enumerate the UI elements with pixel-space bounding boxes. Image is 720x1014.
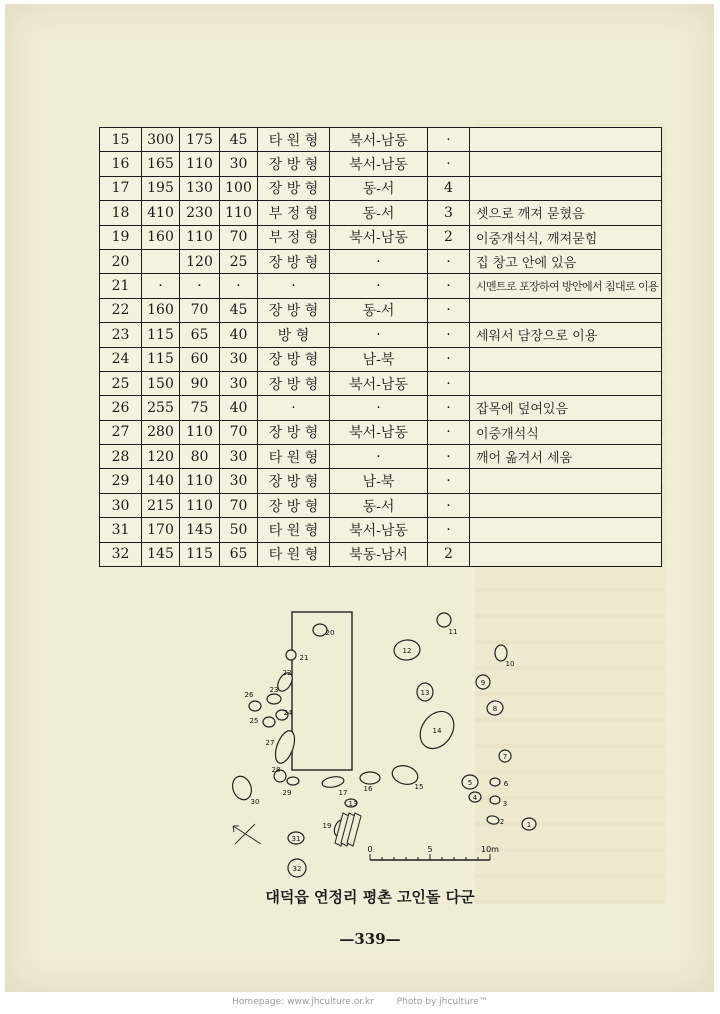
table-cell: · <box>428 347 470 371</box>
table-cell: 145 <box>180 518 220 542</box>
table-cell: 3 <box>428 201 470 225</box>
stone-label: 28 <box>271 766 281 774</box>
table-cell: 110 <box>180 493 220 517</box>
scale-label: 10m <box>481 845 499 854</box>
table-cell: 115 <box>142 347 180 371</box>
table-cell: 북서-남동 <box>330 518 428 542</box>
table-cell: 남-북 <box>330 347 428 371</box>
table-cell <box>470 493 662 517</box>
page-number: —339— <box>339 930 401 948</box>
table-cell: 잡목에 덮여있음 <box>470 396 662 420</box>
table-cell: 255 <box>142 396 180 420</box>
table-cell: 북서-남동 <box>330 371 428 395</box>
table-cell: · <box>428 469 470 493</box>
table-cell: 410 <box>142 201 180 225</box>
table-row <box>100 445 662 469</box>
table-cell: 70 <box>180 298 220 322</box>
table-cell: 장 방 형 <box>258 176 330 200</box>
table-row <box>100 347 662 371</box>
table-cell: 25 <box>100 371 142 395</box>
table-cell: 75 <box>180 396 220 420</box>
table-cell: 방 형 <box>258 323 330 347</box>
table-cell: 세워서 담장으로 이용 <box>470 323 662 347</box>
stone-label: 8 <box>492 705 498 713</box>
table-cell: · <box>258 274 330 298</box>
table-cell: 25 <box>220 249 258 273</box>
footer-photo-credit: Photo by jhculture™ <box>396 997 488 1007</box>
table-cell: 이중개석식 <box>470 420 662 444</box>
table-cell: 동-서 <box>330 176 428 200</box>
dolmen-stone <box>249 701 261 711</box>
table-cell: 동-서 <box>330 298 428 322</box>
table-cell: 4 <box>428 176 470 200</box>
table-cell: 45 <box>220 298 258 322</box>
table-cell: 20 <box>100 249 142 273</box>
table-cell: 65 <box>220 542 258 566</box>
stone-label: 2 <box>499 818 505 826</box>
table-cell: 장 방 형 <box>258 420 330 444</box>
table-cell: · <box>428 128 470 152</box>
table-cell <box>470 371 662 395</box>
stone-label: 19 <box>322 822 332 830</box>
table-cell: · <box>330 445 428 469</box>
table-cell: 31 <box>100 518 142 542</box>
stone-label: 30 <box>250 798 260 806</box>
table-cell: 21 <box>100 274 142 298</box>
table-cell: 장 방 형 <box>258 152 330 176</box>
table-cell: 타 원 형 <box>258 542 330 566</box>
stone-label: 25 <box>249 717 259 725</box>
table-cell: · <box>330 249 428 273</box>
table-cell: 120 <box>142 445 180 469</box>
table-row <box>100 225 662 249</box>
table-cell: 45 <box>220 128 258 152</box>
table-cell: 70 <box>220 225 258 249</box>
stone-label: 23 <box>269 686 279 694</box>
stone-label: 13 <box>348 800 358 808</box>
dolmen-table <box>99 127 662 567</box>
table-cell: · <box>428 445 470 469</box>
stone-label: 15 <box>414 783 424 791</box>
table-row <box>100 298 662 322</box>
table-row <box>100 176 662 200</box>
table-cell: · <box>428 493 470 517</box>
table-cell: 부 정 형 <box>258 225 330 249</box>
table-cell: 160 <box>142 225 180 249</box>
table-row <box>100 201 662 225</box>
dolmen-stone <box>321 775 344 789</box>
table-row <box>100 128 662 152</box>
table-cell: · <box>330 323 428 347</box>
table-cell: 150 <box>142 371 180 395</box>
dolmen-stone <box>360 772 380 784</box>
table-cell: 280 <box>142 420 180 444</box>
table-cell <box>470 347 662 371</box>
north-arrow-icon <box>233 824 261 844</box>
stone-label: 20 <box>325 629 335 637</box>
table-cell: · <box>428 371 470 395</box>
table-cell: 북서-남동 <box>330 420 428 444</box>
table-cell: 100 <box>220 176 258 200</box>
table-cell: · <box>330 274 428 298</box>
table-cell: 장 방 형 <box>258 469 330 493</box>
table-cell: 120 <box>180 249 220 273</box>
table-cell: · <box>220 274 258 298</box>
table-cell <box>470 152 662 176</box>
table-cell: · <box>330 396 428 420</box>
stone-label: 31 <box>291 835 301 843</box>
table-cell: 이중개석식, 깨져묻힘 <box>470 225 662 249</box>
table-cell: · <box>428 323 470 347</box>
table-cell: 50 <box>220 518 258 542</box>
table-cell: 40 <box>220 396 258 420</box>
table-cell: · <box>428 249 470 273</box>
table-cell: 230 <box>180 201 220 225</box>
table-cell: 장 방 형 <box>258 249 330 273</box>
table-row <box>100 493 662 517</box>
table-cell: · <box>428 152 470 176</box>
stone-label: 7 <box>502 753 508 761</box>
table-cell: 115 <box>180 542 220 566</box>
table-cell: 30 <box>220 469 258 493</box>
footer <box>0 997 720 1007</box>
table-cell: · <box>428 274 470 298</box>
table-cell: 160 <box>142 298 180 322</box>
stone-label: 13 <box>420 689 430 697</box>
scale-label: 5 <box>427 845 433 854</box>
table-cell: 110 <box>180 420 220 444</box>
table-cell: 26 <box>100 396 142 420</box>
table-cell: · <box>258 396 330 420</box>
table-cell: 80 <box>180 445 220 469</box>
stone-label: 11 <box>448 628 458 636</box>
stone-label: 24 <box>283 709 293 717</box>
table-cell: 195 <box>142 176 180 200</box>
table-cell: 동-서 <box>330 493 428 517</box>
table-cell: 24 <box>100 347 142 371</box>
table-cell: 타 원 형 <box>258 518 330 542</box>
dolmen-stone <box>286 650 296 660</box>
footer-homepage[interactable]: Homepage: www.jhculture.or.kr <box>232 997 374 1007</box>
table-cell: 16 <box>100 152 142 176</box>
table-row <box>100 542 662 566</box>
table-cell: 30 <box>220 371 258 395</box>
table-cell: 부 정 형 <box>258 201 330 225</box>
table-cell: 130 <box>180 176 220 200</box>
stone-label: 32 <box>292 865 302 873</box>
stone-label: 17 <box>338 789 348 797</box>
table-cell <box>470 518 662 542</box>
stone-label: 27 <box>265 739 275 747</box>
table-row <box>100 323 662 347</box>
table-row <box>100 249 662 273</box>
stone-label: 12 <box>402 647 412 655</box>
table-cell: 32 <box>100 542 142 566</box>
table-row <box>100 420 662 444</box>
table-cell: 145 <box>142 542 180 566</box>
stone-label: 3 <box>502 800 508 808</box>
table-cell <box>470 542 662 566</box>
table-cell: 2 <box>428 542 470 566</box>
dolmen-stone <box>486 815 499 825</box>
table-row <box>100 396 662 420</box>
dolmen-stone <box>437 613 451 627</box>
table-cell: · <box>428 420 470 444</box>
table-cell: 15 <box>100 128 142 152</box>
table-cell: 165 <box>142 152 180 176</box>
table-cell: 30 <box>100 493 142 517</box>
table-cell: · <box>428 396 470 420</box>
table-cell: 북서-남동 <box>330 128 428 152</box>
table-cell: 30 <box>220 152 258 176</box>
table-cell <box>470 469 662 493</box>
stone-label: 16 <box>363 785 373 793</box>
table-cell <box>470 176 662 200</box>
stone-label: 14 <box>432 727 442 735</box>
table-row <box>100 469 662 493</box>
table-cell: 90 <box>180 371 220 395</box>
table-cell: 남-북 <box>330 469 428 493</box>
table-cell: 17 <box>100 176 142 200</box>
figure-caption: 대덕읍 연정리 평촌 고인돌 다군 <box>265 888 475 906</box>
table-cell: 23 <box>100 323 142 347</box>
table-cell: 170 <box>142 518 180 542</box>
table-cell: · <box>428 518 470 542</box>
table-cell: 장 방 형 <box>258 371 330 395</box>
dolmen-stone <box>495 645 507 661</box>
table-cell <box>470 128 662 152</box>
table-cell: 30 <box>220 445 258 469</box>
dolmen-stone <box>263 717 275 727</box>
dolmen-distribution-map <box>225 598 532 888</box>
table-cell: 29 <box>100 469 142 493</box>
table-cell: 2 <box>428 225 470 249</box>
stone-label: 10 <box>505 660 515 668</box>
table-cell: 19 <box>100 225 142 249</box>
table-cell: 장 방 형 <box>258 347 330 371</box>
stone-label: 1 <box>526 821 532 829</box>
dolmen-stone <box>490 796 500 804</box>
table-cell: 18 <box>100 201 142 225</box>
table-cell: 타 원 형 <box>258 128 330 152</box>
stone-label: 4 <box>472 794 478 802</box>
table-cell: · <box>142 274 180 298</box>
stone-label: 26 <box>244 691 254 699</box>
table-cell: 110 <box>220 201 258 225</box>
table-cell: 70 <box>220 493 258 517</box>
table-row <box>100 518 662 542</box>
table-cell: 깨어 옮겨서 세움 <box>470 445 662 469</box>
table-cell: 시멘트로 포장하여 방안에서 침대로 이용 <box>470 274 662 298</box>
table-row <box>100 274 662 298</box>
table-cell: 타 원 형 <box>258 445 330 469</box>
dolmen-stone <box>490 778 500 786</box>
table-cell <box>470 298 662 322</box>
table-cell: 30 <box>220 347 258 371</box>
table-cell: 북동-남서 <box>330 542 428 566</box>
table-cell: 장 방 형 <box>258 298 330 322</box>
table-cell: 215 <box>142 493 180 517</box>
table-row <box>100 371 662 395</box>
dolmen-stone <box>272 728 299 765</box>
table-cell: 40 <box>220 323 258 347</box>
table-cell: 북서-남동 <box>330 225 428 249</box>
table-cell: 장 방 형 <box>258 493 330 517</box>
table-cell: 셋으로 깨져 묻혔음 <box>470 201 662 225</box>
table-cell: 28 <box>100 445 142 469</box>
table-cell: 동-서 <box>330 201 428 225</box>
table-cell: 110 <box>180 469 220 493</box>
table-cell: · <box>180 274 220 298</box>
table-cell: 300 <box>142 128 180 152</box>
table-cell: · <box>428 298 470 322</box>
stone-label: 21 <box>299 654 309 662</box>
table-cell: 22 <box>100 298 142 322</box>
stone-label: 22 <box>282 669 292 677</box>
table-cell: 27 <box>100 420 142 444</box>
table-cell: 65 <box>180 323 220 347</box>
table-cell: 140 <box>142 469 180 493</box>
table-cell: 집 창고 안에 있음 <box>470 249 662 273</box>
table-cell: 110 <box>180 152 220 176</box>
table-row <box>100 152 662 176</box>
stone-label: 5 <box>467 779 473 787</box>
table-cell <box>142 249 180 273</box>
dolmen-stone <box>267 694 281 704</box>
dolmen-stone <box>287 777 299 785</box>
table-cell: 175 <box>180 128 220 152</box>
table-cell: 115 <box>142 323 180 347</box>
table-cell: 60 <box>180 347 220 371</box>
table-cell: 북서-남동 <box>330 152 428 176</box>
stone-label: 29 <box>282 789 292 797</box>
stone-label: 6 <box>503 780 509 788</box>
table-cell: 70 <box>220 420 258 444</box>
table-cell: 110 <box>180 225 220 249</box>
scale-label: 0 <box>367 845 373 854</box>
stone-label: 9 <box>480 679 486 687</box>
